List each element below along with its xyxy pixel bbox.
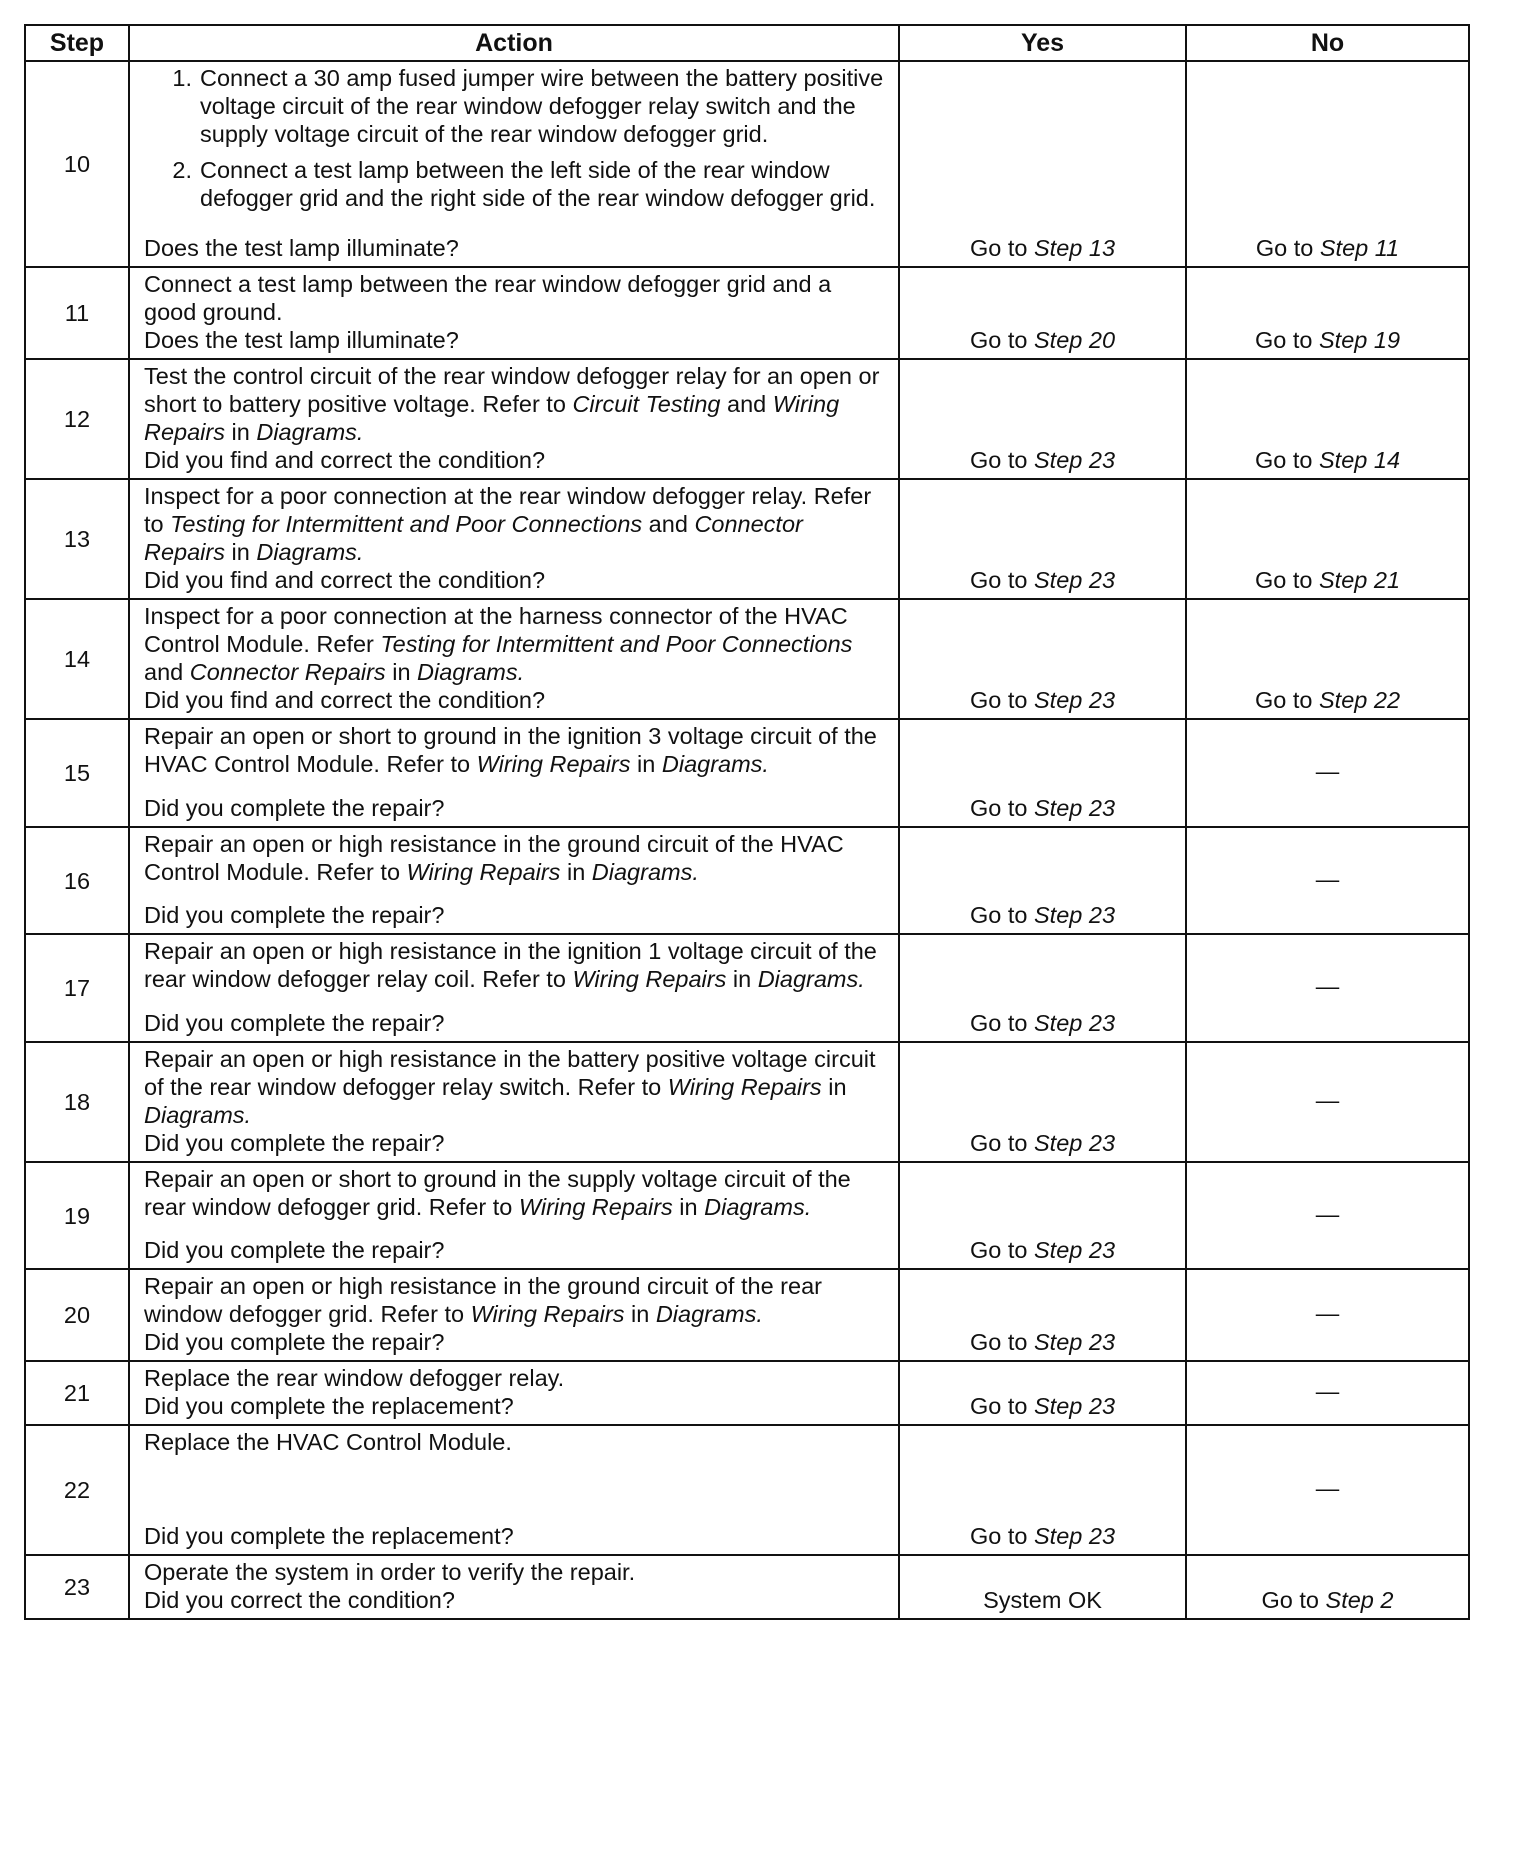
step-reference: Step 23 — [1034, 1329, 1116, 1355]
instruction-text: Repair an open or high resistance in the ignition 1 voltage circuit of the rear window defogger relay coil. Refer to — [144, 938, 877, 992]
step-reference: Step 23 — [1034, 1130, 1116, 1156]
yes-result: Go to Step 23 — [899, 1361, 1186, 1425]
instruction-text: Inspect for a poor connection at the rear window defogger relay. Refer to — [144, 483, 872, 537]
instruction-text: and — [642, 511, 695, 537]
instruction-text: Repair an open or high resistance in the battery positive voltage circuit of the rear window defogger relay switch. Refer to — [144, 1046, 876, 1100]
table-row — [25, 599, 1469, 719]
action-text — [144, 362, 888, 446]
table-row — [25, 1425, 1469, 1555]
header-row — [25, 25, 1469, 61]
question-text: Did you complete the repair? — [144, 795, 445, 821]
instruction-text: in — [726, 966, 758, 992]
step-reference: Step 2 — [1325, 1587, 1394, 1613]
action-text — [144, 1045, 888, 1129]
action-list-item: 1. Connect a 30 amp fused jumper wire between the battery positive voltage circuit of the rear window defogger relay switch and the supply voltage circuit of the rear window defogger grid. — [172, 65, 884, 147]
action-text — [144, 64, 888, 234]
no-result: — — [1186, 827, 1469, 934]
reference-text: Wiring Repairs — [470, 1301, 625, 1327]
action-text — [144, 830, 888, 901]
no-result: Go to Step 19 — [1186, 267, 1469, 359]
yes-result: Go to Step 23 — [899, 827, 1186, 934]
reference-text: Wiring Repairs — [476, 751, 631, 777]
yes-result: Go to Step 23 — [899, 719, 1186, 827]
step-reference: Step 23 — [1034, 1523, 1116, 1549]
question-text: Does the test lamp illuminate? — [144, 235, 459, 261]
question-text: Did you complete the repair? — [144, 1329, 445, 1355]
action-cell — [129, 599, 899, 719]
table-row — [25, 1269, 1469, 1361]
header-no: No — [1186, 25, 1469, 61]
reference-text: Circuit Testing — [572, 391, 721, 417]
table-row — [25, 934, 1469, 1042]
action-cell — [129, 827, 899, 934]
reference-text: Diagrams. — [757, 966, 865, 992]
table-row — [25, 479, 1469, 599]
yes-result: Go to Step 20 — [899, 267, 1186, 359]
action-cell — [129, 1042, 899, 1162]
step-reference: Step 21 — [1319, 567, 1401, 593]
question-text: Does the test lamp illuminate? — [144, 327, 459, 353]
instruction-text: in — [224, 539, 257, 565]
yes-result: Go to Step 23 — [899, 1162, 1186, 1269]
action-cell — [129, 1555, 899, 1619]
table-row — [25, 359, 1469, 479]
instruction-text: Connect a test lamp between the rear window defogger grid and a good ground. — [144, 271, 832, 325]
action-text — [144, 1558, 888, 1586]
question-text: Did you complete the repair? — [144, 902, 445, 928]
instruction-text: Operate the system in order to verify the repair. — [144, 1559, 636, 1585]
reference-text: Wiring Repairs — [406, 859, 561, 885]
table-body — [25, 61, 1469, 1619]
table-row — [25, 827, 1469, 934]
reference-text: Wiring Repairs — [667, 1074, 822, 1100]
no-result: Go to Step 14 — [1186, 359, 1469, 479]
reference-text: Diagrams. — [256, 539, 364, 565]
instruction-text: and — [144, 659, 190, 685]
instruction-text: Repair an open or short to ground in the ignition 3 voltage circuit of the HVAC Control Module. Refer to — [144, 723, 877, 777]
table-row — [25, 1162, 1469, 1269]
question-text: Did you complete the replacement? — [144, 1393, 514, 1419]
reference-text: Wiring Repairs — [572, 966, 727, 992]
no-result: — — [1186, 1361, 1469, 1425]
step-reference: Step 22 — [1319, 687, 1401, 713]
reference-text: Diagrams. — [591, 859, 699, 885]
step-reference: Step 23 — [1034, 1237, 1116, 1263]
instruction-text: Replace the HVAC Control Module. — [144, 1429, 512, 1455]
instruction-text: in — [624, 1301, 656, 1327]
step-reference: Step 23 — [1034, 902, 1116, 928]
step-number: 12 — [25, 359, 129, 479]
step-number: 19 — [25, 1162, 129, 1269]
table-row — [25, 1555, 1469, 1619]
step-number: 23 — [25, 1555, 129, 1619]
table-row — [25, 719, 1469, 827]
action-text — [144, 482, 888, 566]
table-row — [25, 1361, 1469, 1425]
no-result: Go to Step 2 — [1186, 1555, 1469, 1619]
instruction-text: in — [385, 659, 418, 685]
instruction-text: Test the control circuit of the rear window defogger relay for an open or short to battery positive voltage. Refer to — [144, 363, 880, 417]
action-text — [144, 722, 888, 794]
step-reference: Step 19 — [1319, 327, 1401, 353]
step-reference: Step 20 — [1034, 327, 1116, 353]
action-cell — [129, 934, 899, 1042]
action-cell — [129, 479, 899, 599]
step-number: 11 — [25, 267, 129, 359]
step-number: 20 — [25, 1269, 129, 1361]
action-cell — [129, 1162, 899, 1269]
step-reference: Step 14 — [1319, 447, 1401, 473]
yes-result: Go to Step 13 — [899, 61, 1186, 267]
instruction-text: in — [560, 859, 592, 885]
action-text — [144, 1364, 888, 1392]
no-result: — — [1186, 719, 1469, 827]
step-reference: Step 23 — [1034, 687, 1116, 713]
instruction-text: Inspect for a poor connection at the harness connector of the HVAC Control Module. Refer — [144, 603, 848, 657]
reference-text: Diagrams. — [704, 1194, 812, 1220]
action-cell — [129, 267, 899, 359]
action-text — [144, 937, 888, 1009]
yes-result: Go to Step 23 — [899, 1042, 1186, 1162]
yes-result: Go to Step 23 — [899, 359, 1186, 479]
action-text — [144, 270, 888, 326]
reference-text: Diagrams. — [661, 751, 769, 777]
action-cell — [129, 1425, 899, 1555]
step-reference: Step 23 — [1034, 1393, 1116, 1419]
table-row — [25, 1042, 1469, 1162]
question-text: Did you find and correct the condition? — [144, 687, 546, 713]
instruction-text: and — [720, 391, 773, 417]
yes-result: Go to Step 23 — [899, 1269, 1186, 1361]
no-result: — — [1186, 1269, 1469, 1361]
no-result: — — [1186, 1425, 1469, 1555]
yes-result: System OK — [899, 1555, 1186, 1619]
action-cell — [129, 359, 899, 479]
yes-result: Go to Step 23 — [899, 479, 1186, 599]
header-step: Step — [25, 25, 129, 61]
step-reference: Step 11 — [1319, 235, 1400, 261]
reference-text: Diagrams. — [256, 419, 364, 445]
step-number: 14 — [25, 599, 129, 719]
step-reference: Step 23 — [1034, 447, 1116, 473]
reference-text: Testing for Intermittent and Poor Connections — [380, 631, 853, 657]
reference-text: Diagrams. — [655, 1301, 763, 1327]
no-result: — — [1186, 1162, 1469, 1269]
step-reference: Step 23 — [1034, 567, 1116, 593]
question-text: Did you correct the condition? — [144, 1587, 455, 1613]
question-text: Did you complete the repair? — [144, 1237, 445, 1263]
header-yes: Yes — [899, 25, 1186, 61]
question-text: Did you find and correct the condition? — [144, 567, 546, 593]
header-action: Action — [129, 25, 899, 61]
table-row — [25, 61, 1469, 267]
reference-text: Connector Repairs — [144, 511, 803, 565]
step-number: 13 — [25, 479, 129, 599]
step-reference: Step 23 — [1034, 1010, 1116, 1036]
instruction-text: Replace the rear window defogger relay. — [144, 1365, 565, 1391]
no-result: Go to Step 22 — [1186, 599, 1469, 719]
table-row — [25, 267, 1469, 359]
action-list-item: 2. Connect a test lamp between the left side of the rear window defogger grid and the right side of the rear window defogger grid. — [172, 157, 876, 211]
instruction-text: Repair an open or high resistance in the ground circuit of the rear window defogger grid. Refer to — [144, 1273, 822, 1327]
no-result: Go to Step 11 — [1186, 61, 1469, 267]
step-number: 10 — [25, 61, 129, 267]
action-text — [144, 1165, 888, 1236]
reference-text: Wiring Repairs — [144, 391, 840, 445]
instruction-text: Repair an open or short to ground in the supply voltage circuit of the rear window defogger grid. Refer to — [144, 1166, 851, 1220]
instruction-text: in — [224, 419, 257, 445]
reference-text: Diagrams. — [144, 1102, 252, 1128]
reference-text: Testing for Intermittent and Poor Connections — [170, 511, 643, 537]
instruction-text: in — [672, 1194, 705, 1220]
question-text: Did you complete the repair? — [144, 1010, 445, 1036]
action-cell — [129, 1361, 899, 1425]
step-reference: Step 23 — [1034, 795, 1116, 821]
diagnostic-table — [24, 24, 1470, 1620]
action-cell — [129, 1269, 899, 1361]
yes-result: Go to Step 23 — [899, 1425, 1186, 1555]
step-number: 18 — [25, 1042, 129, 1162]
step-number: 15 — [25, 719, 129, 827]
action-text — [144, 602, 888, 686]
reference-text: Connector Repairs — [189, 659, 386, 685]
step-number: 22 — [25, 1425, 129, 1555]
question-text: Did you find and correct the condition? — [144, 447, 546, 473]
step-number: 17 — [25, 934, 129, 1042]
question-text: Did you complete the repair? — [144, 1130, 445, 1156]
instruction-text: Repair an open or high resistance in the ground circuit of the HVAC Control Module. Refer to — [144, 831, 844, 885]
instruction-text: in — [630, 751, 662, 777]
step-number: 16 — [25, 827, 129, 934]
no-result: — — [1186, 1042, 1469, 1162]
step-number: 21 — [25, 1361, 129, 1425]
action-text — [144, 1272, 888, 1328]
action-text — [144, 1428, 888, 1462]
no-result: Go to Step 21 — [1186, 479, 1469, 599]
action-cell — [129, 719, 899, 827]
step-reference: Step 13 — [1034, 235, 1116, 261]
yes-result: Go to Step 23 — [899, 934, 1186, 1042]
reference-text: Diagrams. — [417, 659, 525, 685]
question-text: Did you complete the replacement? — [144, 1523, 514, 1549]
instruction-text: in — [821, 1074, 847, 1100]
action-cell — [129, 61, 899, 267]
yes-result: Go to Step 23 — [899, 599, 1186, 719]
no-result: — — [1186, 934, 1469, 1042]
reference-text: Wiring Repairs — [518, 1194, 673, 1220]
